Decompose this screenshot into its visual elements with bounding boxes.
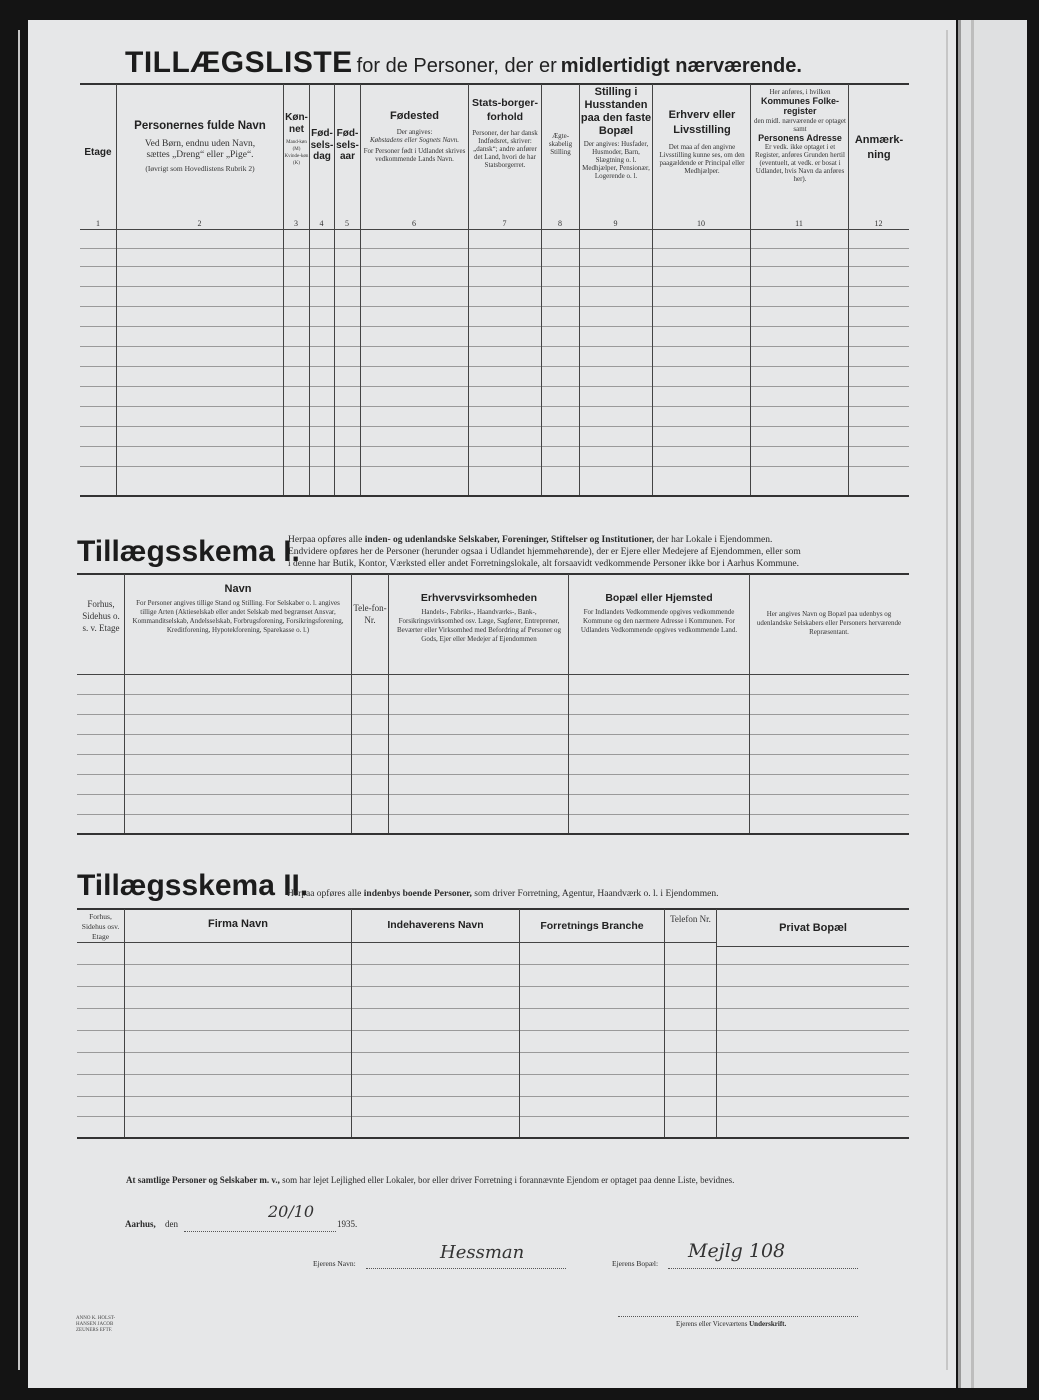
col-folkeregister-a: Her anføres, i hvilken [769,88,831,96]
col-folkeregister-e: Er vedk. ikke optaget i et Register, anføres Grunden hertil (eventuelt, at vedk. er bosat i Udlandet, hvis Navn da anføres her). [755,143,845,184]
skema1-bottom-border [77,833,909,835]
col-husstand-sub: Der angives: Husfader, Husmoder, Barn, Slægtning o. l. Medhjælper, Pensionær, Logerende o. l. [582,140,650,181]
owner-name-handwritten: Hessman [440,1242,525,1263]
col-number: 7 [502,219,507,228]
col-number: 3 [294,219,298,228]
title-bold: TILLÆGSLISTE [125,46,353,79]
skema2-col-privat-bopael: Privat Bopæl [779,922,847,934]
col-navn-sub1: Ved Børn, endnu uden Navn, [144,139,256,150]
skema2-para [287,888,718,901]
skema1-col-erhverv-title: Erhvervsvirksomheden [420,592,538,604]
signature-label [676,1320,786,1328]
printer-imprint: ANNO K. HOLST-HANSEN JACOB ZEUNERS EFTF. [76,1316,116,1333]
col-kon-sub: Mand-køn (M) Kvinde-køn (K) [284,140,309,166]
skema2-col-branche: Forretnings Branche [540,920,644,932]
skema2-col-firma: Firma Navn [208,918,268,930]
skema1-title: Tillægsskema I. [77,535,300,568]
skema1-col-etage: Forhus, Sidehus o. s. v. Etage [82,599,120,633]
col-navn-title: Personernes fulde Navn [134,120,266,132]
table1-bottom-border [80,495,909,497]
title-middle: for de Personer, der er [356,55,557,77]
skema1-col-navn [128,583,348,635]
col-fodselsaar-header: Fød-sels-aar [336,128,359,162]
skema1-col-bopael [572,592,746,635]
skema2-para-a: Herpaa opføres alle [287,889,362,899]
skema2-col-indehaver: Indehaverens Navn [387,919,484,931]
col-fodested-sub3: For Personer født i Udlandet skrives vedkommende Lands Navn. [363,146,466,163]
col-number: 9 [613,219,618,228]
skema1-header-bottom [77,674,909,675]
skema1-col-telefon: Tele-fon-Nr. [353,603,387,625]
col-folkeregister-c: den midl. nærværende er optaget samt [754,116,846,133]
col-erhverv-title: Erhverv eller Livsstilling [668,109,736,136]
col-folkeregister-b: Kommunes Folke-register [760,96,839,117]
table1-header-bottom [80,229,909,230]
col-number: 11 [795,219,803,228]
col-etage-header: Etage [84,147,112,158]
skema2-bottom-border [77,1137,909,1139]
owner-address-label: Ejerens Bopæl: [612,1259,659,1268]
date-handwritten: 20/10 [268,1202,315,1221]
skema1-top-border [77,573,909,575]
skema2-top-border [77,908,909,910]
owner-address-line [668,1268,858,1269]
col-kon-title: Køn-net [285,112,308,135]
signature-label-b: Underskrift. [749,1320,787,1328]
col-navn-sub3: (Iøvrigt som Hovedlistens Rubrik 2) [145,164,255,174]
attestation-bold: At samtlige Personer og Selskaber m. v., [126,1175,280,1185]
skema1-col-navn-sub: For Personer angives tillige Stand og Stilling. For Selskaber o. l. angives tillige Arten (Aktieselskab eller andet Selskab med begrænset Ansvar, Kommanditselskab, Andelsselskab, Forbrugsforening, Forsikringsforening, Kreditforening, Hypotekforening, Sparekasse o. l.) [132,598,344,634]
col-fodested-sub1: Der angives: [396,127,433,136]
skema1-para1-b: inden- og udenlandske Selskaber, Foreninger, Stiftelser og Institutioner, [364,535,655,545]
col-number: 6 [412,219,416,228]
year-label: 1935. [337,1219,358,1229]
col-aegteskab-header [542,132,579,156]
den-label: den [165,1219,178,1229]
col-fodested-header [362,110,467,163]
col-number: 5 [345,219,349,228]
col-number: 10 [697,219,705,228]
col-husstand-title: Stilling i Husstanden paa den faste Bopæl [580,86,652,137]
skema2-col-etage: Forhus, Sidehus osv. Etage [81,912,120,941]
skema2-para-b: indenbys boende Personer, [363,889,472,899]
col-erhverv-header [654,108,750,175]
skema2-header-bottom-right [716,946,909,947]
col-aegteskab-sub: Stilling [550,148,571,157]
skema1-para1-a: Herpaa opføres alle [288,535,363,545]
skema1-col-bopael-title: Bopæl eller Hjemsted [605,592,713,604]
col-number: 8 [558,219,562,228]
title-end: midlertidigt nærværende. [560,55,802,77]
skema2-col-telefon: Telefon Nr. [670,914,711,924]
skema1-para2: Endvidere opføres her de Personer (herunder ogsaa i Udlandet hjemmehørende), der er Ejere eller Medejere af Ejendommen, eller som [288,547,801,557]
skema1-col-bopael-sub: For Indlandets Vedkommende opgives vedkommende Kommune og den nærmere Adresse i Kommunen. For Udlandets Vedkommende opgives vedkommende Land. [580,608,738,635]
skema2-header-bottom-left [77,942,716,943]
table1-top-border [80,83,909,85]
skema2-para-c: som driver Forretning, Agentur, Haandværk o. l. i Ejendommen. [474,889,719,899]
col-fodested-title: Fødested [390,110,439,122]
owner-name-line [366,1268,566,1269]
col-folkeregister-header [752,88,848,183]
col-number: 4 [319,219,324,228]
skema1-para1-c: der har Lokale i Ejendommen. [656,535,773,545]
col-husstand-header [580,86,652,180]
col-number: 2 [197,219,202,228]
page-edge-left [18,30,20,1370]
owner-address-handwritten: Mejlg 108 [688,1240,786,1262]
col-statsborger-title: Stats-borger-forhold [472,97,538,123]
main-title [125,46,802,80]
col-navn-header [118,120,282,174]
date-line [184,1231,336,1232]
col-fodested-sub2: Købstadens eller Sognets Navn. [369,135,460,144]
col-anmaerkning-header: Anmærk-ning [854,134,904,161]
col-aegteskab-title: Ægte-skabelig [548,132,573,149]
col-kon-header [284,112,309,167]
attestation [126,1175,734,1185]
skema2-title: Tillægsskema II. [77,869,309,902]
page-edge-right [946,30,948,1370]
owner-name-label: Ejerens Navn: [313,1259,356,1268]
col-folkeregister-d: Personens Adresse [758,132,842,143]
facing-page [958,20,1027,1388]
attestation-text: som har lejet Lejlighed eller Lokaler, bor eller driver Forretning i forannævnte Ejendom er optaget paa denne Liste, bevidnes. [282,1175,735,1185]
skema1-col-repraesentant: Her angives Navn og Bopæl paa udenbys og udenlandske Selskabers eller Personers herværende Repræsentant. [756,610,902,636]
col-statsborger-sub: Personer, der har dansk Indfødsret, skriver: „dansk“; andre anfører det Land, hvori de har Statsborgerret. [472,129,538,170]
skema1-col-navn-title: Navn [224,583,252,595]
col-number: 12 [874,219,883,228]
city-label: Aarhus, [125,1219,156,1229]
signature-label-a: Ejerens eller Viceværtens [676,1320,748,1328]
col-statsborger-header [470,96,540,169]
signature-line [618,1316,858,1317]
skema1-para3: i denne har Butik, Kontor, Værksted eller andet Forretningslokale, alt forsaavidt vedkommende Personer ikke bor i Aarhus Kommune. [288,559,800,569]
col-fodselsdag-header: Fød-sels-dag [310,128,334,162]
col-navn-sub2: sættes „Dreng“ eller „Pige“. [146,150,254,161]
col-erhverv-sub: Det maa af den angivne Livsstilling kunne ses, om den paagældende er Principal eller Medhjælper. [659,143,745,176]
skema1-col-erhverv-sub: Handels-, Fabriks-, Haandværks-, Bank-, Forsikringsvirksomhed osv. Læge, Sagfører, Entreprenør, Beværter eller Virksomhed med Befordring af Personer og Gods, Ejer eller Medejer af Ejendommen [396,608,562,644]
col-number: 1 [96,219,100,228]
skema1-col-erhverv [392,592,566,644]
